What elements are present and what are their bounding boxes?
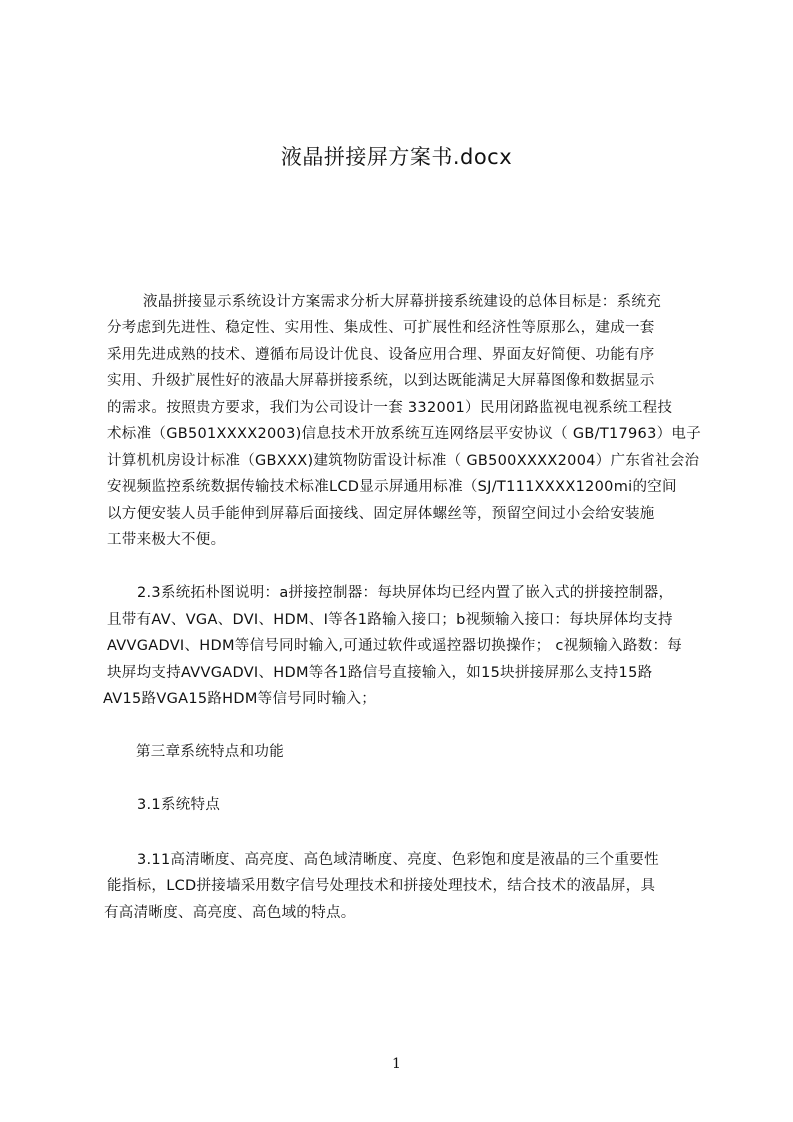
paragraph-line: 采用先进成熟的技术、遵循布局设计优良、设备应用合理、界面友好简便、功能有序 [107,347,655,363]
paragraph-line: AV15路VGA15路HDM等信号同时输入； [103,691,377,707]
paragraph-line: 能指标，LCD拼接墙采用数字信号处理技术和拼接处理技术，结合技术的液晶屏，具 [107,878,656,894]
paragraph-line: 术标准（GB501XXXX2003)信息技术开放系统互连网络层平安协议（ GB/T17963）电子 [107,426,702,442]
paragraph-line: 3.11高清晰度、高亮度、高色域清晰度、亮度、色彩饱和度是液晶的三个重要性 [137,852,659,868]
paragraph-line: 的需求。按照贵方要求，我们为公司设计一套 332001）民用闭路监视电视系统工程技 [107,400,673,416]
paragraph-line: 实用、升级扩展性好的液晶大屏幕拼接系统，以到达既能满足大屏幕图像和数据显示 [107,373,655,389]
paragraph-line: AVVGADVI、HDM等信号同时输入,可通过软件或遥控器切换操作； c视频输入路数：每 [107,638,683,654]
paragraph-line: 块屏均支持AVVGADVI、HDM等各1路信号直接输入，如15块拼接屏那么支持15路 [107,665,653,681]
paragraph-line: 工带来极大不便。 [107,532,226,548]
paragraph-line: 安视频监控系统数据传输技术标准LCD显示屏通用标准（SJ/T111XXXX1200mi的空间 [107,479,677,495]
document-title: 液晶拼接屏方案书.docx [280,145,513,169]
paragraph-line: 分考虑到先进性、稳定性、实用性、集成性、可扩展性和经济性等原那么，建成一套 [107,320,655,336]
section-heading: 3.1系统特点 [137,797,221,813]
chapter-heading: 第三章系统特点和功能 [136,744,284,760]
page-number: 1 [392,1056,401,1072]
paragraph-line: 计算机机房设计标准（GBXXX)建筑物防雷设计标准（ GB500XXXX2004）广东省社会治 [107,453,700,469]
paragraph-line: 液晶拼接显示系统设计方案需求分析大屏幕拼接系统建设的总体目标是：系统充 [143,294,661,310]
paragraph-line: 且带有AV、VGA、DVI、HDM、I等各1路输入接口；b视频输入接口：每块屏体均支持 [107,612,673,628]
paragraph-line: 以方便安装人员手能伸到屏幕后面接线、固定屏体螺丝等，预留空间过小会给安装施 [107,506,655,522]
paragraph-line: 2.3系统拓朴图说明：a拼接控制器：每块屏体均已经内置了嵌入式的拼接控制器， [137,585,674,601]
paragraph-line: 有高清晰度、高亮度、高色域的特点。 [104,905,356,921]
